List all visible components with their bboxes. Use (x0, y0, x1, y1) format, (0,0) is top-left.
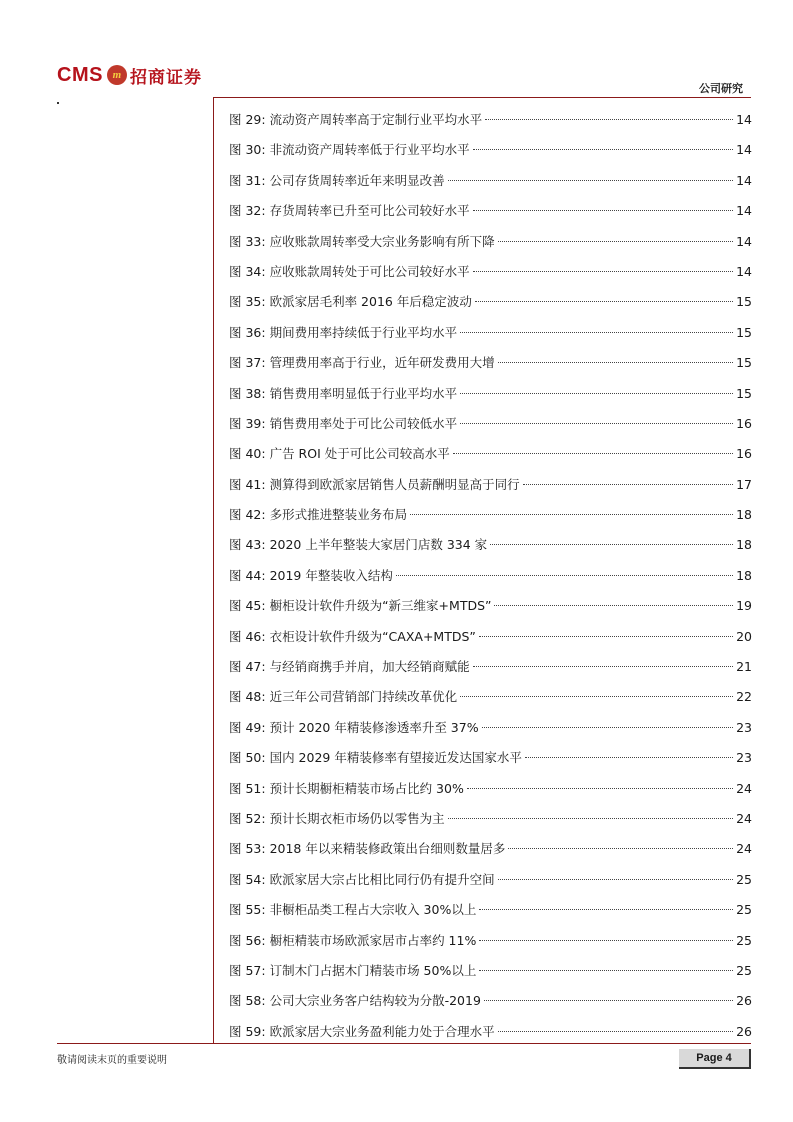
toc-entry-title (229, 318, 457, 348)
toc-entry[interactable] (229, 439, 752, 469)
figure-list (229, 105, 752, 1047)
toc-entry-label: 图 49: (229, 719, 266, 735)
header-divider (213, 97, 751, 98)
toc-entry-caption: 广告 ROI 处于可比公司较高水平 (269, 446, 450, 462)
toc-entry-title (229, 774, 464, 804)
logo-chinese-text: 招商证券 (129, 67, 202, 88)
toc-leader-dots (479, 909, 733, 910)
toc-entry-label: 图 54: (229, 871, 266, 887)
toc-entry[interactable] (229, 379, 752, 409)
toc-entry-page: 25 (736, 871, 752, 887)
toc-entry[interactable] (229, 713, 752, 743)
toc-entry-caption: 多形式推进整装业务布局 (269, 507, 408, 523)
toc-entry[interactable] (229, 409, 752, 439)
toc-leader-dots (467, 788, 733, 789)
toc-entry-caption: 流动资产周转率高于定制行业平均水平 (269, 112, 483, 127)
logo-mark-icon: m (107, 65, 127, 85)
toc-entry-label: 图 47: (229, 659, 266, 675)
toc-leader-dots (475, 301, 733, 302)
toc-entry[interactable] (229, 895, 752, 925)
toc-entry-page: 26 (736, 1023, 752, 1039)
toc-entry-page: 14 (736, 203, 752, 219)
toc-leader-dots (460, 332, 733, 333)
toc-entry-page: 14 (736, 233, 752, 249)
toc-entry-caption: 测算得到欧派家居销售人员薪酬明显高于同行 (269, 476, 520, 492)
toc-entry-caption: 销售费用率处于可比公司较低水平 (269, 415, 458, 431)
page-number-badge: Page 4 (679, 1049, 751, 1069)
toc-entry-page: 14 (736, 142, 752, 158)
toc-entry-label: 图 32: (229, 203, 266, 219)
toc-entry-label: 图 46: (229, 628, 266, 644)
toc-entry-caption: 橱柜精装市场欧派家居市占率约 11% (269, 932, 477, 948)
toc-entry-label: 图 42: (229, 507, 266, 523)
toc-entry-title (229, 591, 491, 621)
toc-entry-page: 24 (736, 810, 752, 826)
toc-entry[interactable] (229, 652, 752, 682)
toc-entry-title (229, 470, 520, 500)
toc-entry-caption: 管理费用率高于行业，近年研发费用大增 (269, 355, 495, 371)
company-logo (57, 62, 202, 88)
toc-entry-caption: 衣柜设计软件升级为“CAXA+MTDS” (269, 628, 476, 644)
toc-leader-dots (396, 575, 733, 576)
toc-entry-page: 18 (736, 537, 752, 553)
toc-entry-caption: 非橱柜品类工程占大宗收入 30%以上 (269, 902, 477, 918)
toc-entry-title (229, 682, 457, 712)
toc-entry-page: 15 (736, 294, 752, 310)
toc-entry-title (229, 622, 476, 652)
toc-entry-caption: 预计长期衣柜市场仍以零售为主 (269, 810, 445, 826)
toc-entry-caption: 2020 上半年整装大家居门店数 334 家 (269, 537, 488, 553)
toc-entry-page: 18 (736, 507, 752, 523)
toc-entry[interactable] (229, 470, 752, 500)
toc-entry[interactable] (229, 287, 752, 317)
toc-entry-title (229, 956, 476, 986)
toc-entry-page: 14 (736, 263, 752, 279)
toc-entry-label: 图 43: (229, 537, 266, 553)
toc-entry-caption: 欧派家居毛利率 2016 年后稳定波动 (269, 294, 472, 310)
toc-entry-label: 图 57: (229, 962, 266, 978)
toc-entry-title (229, 652, 470, 682)
toc-entry-label: 图 51: (229, 780, 266, 796)
toc-entry-page: 24 (736, 841, 752, 857)
toc-entry[interactable] (229, 986, 752, 1016)
toc-entry-caption: 与经销商携手并肩，加大经销商赋能 (269, 659, 470, 675)
toc-leader-dots (448, 818, 734, 819)
toc-entry-caption: 2018 年以来精装修政策出台细则数量居多 (269, 841, 506, 857)
toc-entry-page: 15 (736, 385, 752, 401)
toc-entry-title (229, 561, 393, 591)
toc-leader-dots (453, 453, 733, 454)
toc-entry-caption: 欧派家居大宗业务盈利能力处于合理水平 (269, 1023, 495, 1039)
toc-entry-title (229, 409, 457, 439)
toc-entry-page: 16 (736, 415, 752, 431)
toc-entry-page: 19 (736, 598, 752, 614)
toc-entry-label: 图 50: (229, 750, 266, 766)
toc-entry-title (229, 530, 487, 560)
toc-entry-label: 图 37: (229, 355, 266, 371)
toc-entry-page: 14 (736, 112, 752, 127)
toc-entry[interactable] (229, 865, 752, 895)
toc-leader-dots (498, 362, 734, 363)
toc-entry-label: 图 38: (229, 385, 266, 401)
toc-leader-dots (473, 149, 734, 150)
toc-leader-dots (490, 544, 733, 545)
toc-entry-page: 26 (736, 993, 752, 1009)
toc-entry-caption: 橱柜设计软件升级为“新三维家+MTDS” (269, 598, 492, 614)
toc-entry[interactable] (229, 166, 752, 196)
toc-entry-page: 21 (736, 659, 752, 675)
toc-entry[interactable] (229, 682, 752, 712)
toc-leader-dots (479, 636, 733, 637)
toc-entry-page: 15 (736, 324, 752, 340)
margin-dot (57, 102, 59, 104)
toc-entry-page: 24 (736, 780, 752, 796)
toc-entry[interactable] (229, 591, 752, 621)
toc-entry[interactable] (229, 348, 752, 378)
toc-entry-title (229, 196, 470, 226)
toc-entry-caption: 应收账款周转处于可比公司较好水平 (269, 263, 470, 279)
toc-leader-dots (525, 757, 733, 758)
toc-entry-title (229, 287, 472, 317)
toc-entry[interactable] (229, 804, 752, 834)
toc-entry-label: 图 55: (229, 902, 266, 918)
toc-entry[interactable] (229, 530, 752, 560)
toc-entry-title (229, 895, 476, 925)
toc-entry-page: 16 (736, 446, 752, 462)
toc-entry-page: 18 (736, 567, 752, 583)
toc-leader-dots (498, 879, 734, 880)
toc-entry-page: 23 (736, 750, 752, 766)
toc-entry-label: 图 53: (229, 841, 266, 857)
toc-leader-dots (460, 696, 733, 697)
toc-entry-caption: 期间费用率持续低于行业平均水平 (269, 324, 458, 340)
toc-entry-title (229, 135, 470, 165)
toc-entry-label: 图 33: (229, 233, 266, 249)
toc-entry-label: 图 52: (229, 810, 266, 826)
toc-entry-title (229, 804, 445, 834)
toc-leader-dots (498, 1031, 734, 1032)
toc-entry-caption: 预计长期橱柜精装市场占比约 30% (269, 780, 464, 796)
toc-entry-caption: 应收账款周转率受大宗业务影响有所下降 (269, 233, 495, 249)
toc-entry-caption: 非流动资产周转率低于行业平均水平 (269, 142, 470, 158)
toc-entry-caption: 国内 2029 年精装修率有望接近发达国家水平 (269, 750, 522, 766)
toc-entry[interactable] (229, 196, 752, 226)
toc-entry-label: 图 48: (229, 689, 266, 705)
toc-leader-dots (448, 180, 734, 181)
toc-entry-label: 图 44: (229, 567, 266, 583)
toc-entry-page: 25 (736, 932, 752, 948)
toc-entry-caption: 公司大宗业务客户结构较为分散-2019 (269, 993, 481, 1009)
toc-entry-title (229, 743, 522, 773)
toc-leader-dots (498, 241, 734, 242)
toc-entry-title (229, 834, 505, 864)
toc-entry[interactable] (229, 135, 752, 165)
toc-entry-title (229, 986, 481, 1016)
toc-entry-label: 图 40: (229, 446, 266, 462)
toc-entry-label: 图 29: (229, 112, 266, 127)
toc-entry-page: 25 (736, 962, 752, 978)
toc-entry-title (229, 379, 457, 409)
toc-entry-caption: 预计 2020 年精装修渗透率升至 37% (269, 719, 479, 735)
toc-entry-title (229, 439, 450, 469)
toc-entry-label: 图 59: (229, 1023, 266, 1039)
toc-entry[interactable] (229, 500, 752, 530)
section-label: 公司研究 (699, 82, 743, 95)
toc-leader-dots (479, 940, 733, 941)
toc-entry-caption: 2019 年整装收入结构 (269, 567, 393, 583)
toc-entry-page: 25 (736, 902, 752, 918)
toc-entry[interactable] (229, 743, 752, 773)
toc-entry-page: 22 (736, 689, 752, 705)
toc-entry-caption: 销售费用率明显低于行业平均水平 (269, 385, 458, 401)
toc-entry-label: 图 34: (229, 263, 266, 279)
toc-leader-dots (473, 271, 734, 272)
toc-entry-caption: 存货周转率已升至可比公司较好水平 (269, 203, 470, 219)
toc-leader-dots (473, 210, 734, 211)
toc-entry-label: 图 39: (229, 415, 266, 431)
toc-entry-caption: 近三年公司营销部门持续改革优化 (269, 689, 458, 705)
toc-entry-title (229, 257, 470, 287)
toc-entry-label: 图 56: (229, 932, 266, 948)
toc-entry-label: 图 41: (229, 476, 266, 492)
toc-entry-title (229, 166, 445, 196)
toc-leader-dots (482, 727, 734, 728)
toc-entry[interactable] (229, 318, 752, 348)
toc-entry-page: 14 (736, 172, 752, 188)
toc-entry-title (229, 865, 495, 895)
toc-entry[interactable] (229, 257, 752, 287)
logo-latin-text: CMS (57, 63, 103, 86)
toc-entry-title (229, 713, 479, 743)
toc-leader-dots (460, 393, 733, 394)
toc-entry-page: 23 (736, 719, 752, 735)
toc-entry-caption: 欧派家居大宗占比相比同行仍有提升空间 (269, 871, 495, 887)
toc-entry-page: 17 (736, 476, 752, 492)
toc-leader-dots (484, 1000, 733, 1001)
toc-entry[interactable] (229, 926, 752, 956)
toc-leader-dots (508, 848, 733, 849)
toc-entry[interactable] (229, 622, 752, 652)
toc-entry-title (229, 500, 407, 530)
toc-entry[interactable] (229, 227, 752, 257)
toc-entry-caption: 订制木门占据木门精装市场 50%以上 (269, 962, 477, 978)
toc-entry-title (229, 926, 476, 956)
toc-entry-title (229, 348, 495, 378)
toc-entry-page: 15 (736, 355, 752, 371)
toc-leader-dots (494, 605, 733, 606)
toc-entry-title (229, 105, 482, 135)
toc-entry-title (229, 227, 495, 257)
toc-entry-page: 20 (736, 628, 752, 644)
footer-disclaimer: 敬请阅读末页的重要说明 (57, 1055, 167, 1066)
toc-entry-label: 图 36: (229, 324, 266, 340)
toc-leader-dots (473, 666, 734, 667)
toc-entry[interactable] (229, 774, 752, 804)
toc-leader-dots (485, 119, 733, 120)
toc-entry-label: 图 58: (229, 993, 266, 1009)
toc-entry[interactable] (229, 561, 752, 591)
toc-leader-dots (410, 514, 733, 515)
toc-entry[interactable] (229, 105, 752, 135)
toc-leader-dots (479, 970, 733, 971)
toc-leader-dots (460, 423, 733, 424)
footer-divider (57, 1043, 751, 1044)
toc-leader-dots (523, 484, 734, 485)
toc-entry-label: 图 45: (229, 598, 266, 614)
toc-entry[interactable] (229, 956, 752, 986)
toc-entry-label: 图 35: (229, 294, 266, 310)
toc-entry-caption: 公司存货周转率近年来明显改善 (269, 172, 445, 188)
toc-entry[interactable] (229, 834, 752, 864)
toc-entry-label: 图 31: (229, 172, 266, 188)
left-column-divider (213, 97, 214, 1043)
toc-entry-label: 图 30: (229, 142, 266, 158)
